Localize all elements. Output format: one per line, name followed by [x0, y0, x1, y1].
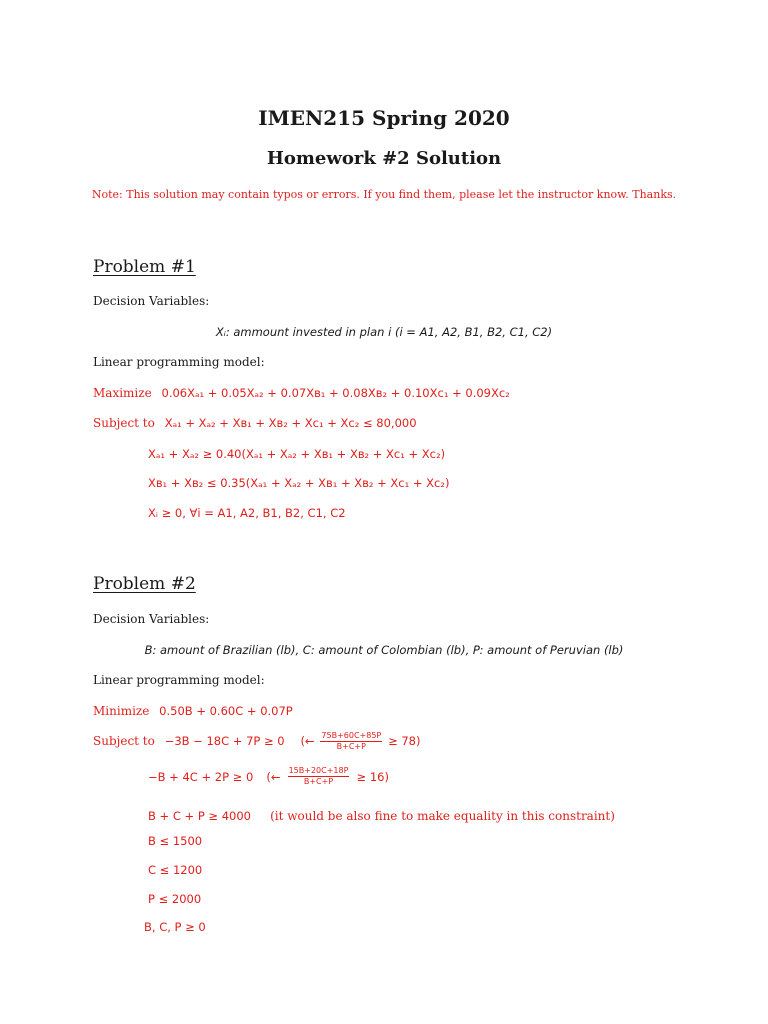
fraction-numerator: 75B+60C+85P [321, 731, 382, 740]
document-title: IMEN215 Spring 2020 [258, 106, 510, 130]
fraction-numerator: 15B+20C+18P [288, 766, 349, 775]
problem1-constraint1-row [93, 416, 417, 430]
constraint1-fraction [320, 731, 382, 752]
problem2-objective: 0.50B + 0.60C + 0.07P [159, 704, 293, 718]
problem2-constraint1: −3B − 18C + 7P ≥ 0 [164, 734, 285, 748]
problem2-objective-row [93, 704, 293, 718]
problem1-model-label: Linear programming model: [93, 355, 265, 369]
problem1-objective: 0.06Xₐ₁ + 0.05Xₐ₂ + 0.07Xʙ₁ + 0.08Xʙ₂ + 0.10Xᴄ₁ + 0.09Xᴄ₂ [161, 386, 510, 400]
problem2-model-label: Linear programming model: [93, 673, 265, 687]
problem1-constraint4: Xᵢ ≥ 0, ∀i = A1, A2, B1, B2, C1, C2 [148, 506, 346, 520]
problem1-decision-def: Xᵢ: ammount invested in plan i (i = A1, A2, B1, B2, C1, C2) [215, 325, 553, 339]
problem2-decision-def: B: amount of Brazilian (lb), C: amount of Colombian (lb), P: amount of Peruvian (lb) [144, 643, 624, 657]
constraint2-note-close: ≥ 16) [356, 770, 389, 784]
problem1-constraint2: Xₐ₁ + Xₐ₂ ≥ 0.40(Xₐ₁ + Xₐ₂ + Xʙ₁ + Xʙ₂ + Xᴄ₁ + Xᴄ₂) [148, 447, 446, 461]
subject-to-label: Subject to [93, 416, 155, 430]
problem2-constraint2-row [148, 766, 389, 787]
constraint1-note-close: ≥ 78) [388, 734, 421, 748]
problem1-objective-row [93, 386, 510, 400]
problem2-constraint6: P ≤ 2000 [148, 892, 202, 906]
constraint2-fraction [288, 766, 350, 787]
fraction-denominator: B+C+P [336, 742, 366, 751]
problem1-constraint3: Xʙ₁ + Xʙ₂ ≤ 0.35(Xₐ₁ + Xₐ₂ + Xʙ₁ + Xʙ₂ + Xᴄ₁ + Xᴄ₂) [148, 476, 450, 490]
problem2-heading: Problem #2 [93, 574, 196, 594]
problem2-constraint7: B, C, P ≥ 0 [144, 920, 206, 934]
constraint2-note-open: (← [266, 770, 281, 784]
problem2-constraint3-row [148, 805, 615, 824]
constraint3-note: (it would be also fine to make equality in this constraint) [270, 809, 615, 823]
problem2-constraint1-row [93, 731, 420, 752]
document-subtitle: Homework #2 Solution [266, 148, 502, 169]
problem1-constraint1: Xₐ₁ + Xₐ₂ + Xʙ₁ + Xʙ₂ + Xᴄ₁ + Xᴄ₂ ≤ 80,000 [164, 416, 417, 430]
maximize-label: Maximize [93, 386, 152, 400]
problem2-decision-label: Decision Variables: [93, 612, 210, 626]
problem2-constraint4: B ≤ 1500 [148, 834, 203, 848]
minimize-label: Minimize [93, 704, 150, 718]
solution-note: Note: This solution may contain typos or errors. If you find them, please let the instructor know. Thanks. [91, 188, 677, 201]
fraction-denominator: B+C+P [303, 777, 334, 786]
problem2-constraint3: B + C + P ≥ 4000 [148, 809, 251, 823]
problem2-constraint2: −B + 4C + 2P ≥ 0 [148, 770, 254, 784]
problem2-constraint5: C ≤ 1200 [148, 863, 203, 877]
subject-to-label: Subject to [93, 734, 155, 748]
problem1-heading: Problem #1 [93, 257, 196, 277]
problem1-decision-label: Decision Variables: [93, 294, 210, 308]
constraint1-note-open: (← [300, 734, 315, 748]
